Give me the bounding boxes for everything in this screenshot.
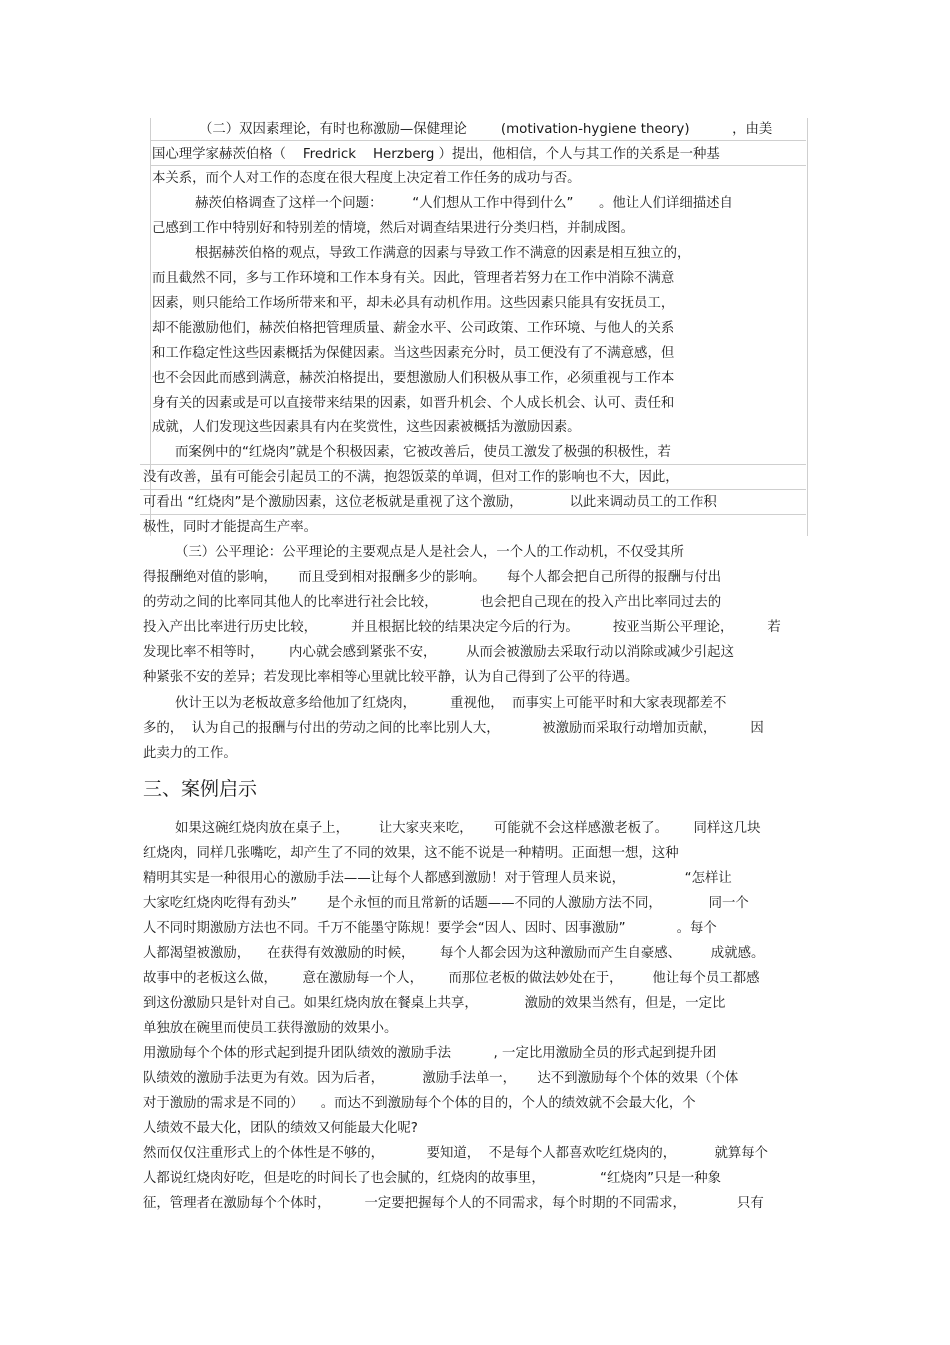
paragraph-line: 本关系，而个人对工作的态度在很大程度上决定着工作任务的成功与否。	[152, 171, 581, 186]
table-rule	[140, 514, 806, 515]
paragraph-line: 得报酬绝对值的影响， 而且受到相对报酬多少的影响。 每个人都会把自己所得的报酬与付出	[143, 570, 722, 585]
paragraph-line: 对于激励的需求是不同的） 。而达不到激励每个个体的目的，个人的绩效就不会最大化，个	[143, 1096, 696, 1111]
table-rule	[140, 464, 806, 465]
paragraph-line: 而且截然不同，多与工作环境和工作本身有关。因此，管理者若努力在工作中消除不满意	[152, 271, 675, 286]
paragraph-line: 国心理学家赫茨伯格（ Fredrick Herzberg ）提出，他相信，个人与其工作的关系是一种基	[152, 147, 720, 162]
table-rule	[150, 140, 806, 141]
paragraph-line: 此卖力的工作。	[143, 746, 237, 761]
paragraph-line: 而案例中的“红烧肉”就是个积极因素，它被改善后，使员工激发了极强的积极性，若	[175, 445, 671, 460]
paragraph-line: 用激励每个个体的形式起到提升团队绩效的激励手法 , 一定比用激励全员的形式起到提升团	[143, 1046, 717, 1061]
paragraph-line: 如果这碗红烧肉放在桌子上， 让大家夹来吃， 可能就不会这样感激老板了。 同样这几块	[175, 821, 761, 836]
paragraph-line: 因素，则只能给工作场所带来和平，却未必具有动机作用。这些因素只能具有安抚员工，	[152, 296, 675, 311]
paragraph-line: 赫茨伯格调查了这样一个问题： “人们想从工作中得到什么” 。他让人们详细描述自	[195, 196, 733, 211]
paragraph-line: 然而仅仅注重形式上的个体性是不够的， 要知道， 不是每个人都喜欢吃红烧肉的， 就算每个	[143, 1146, 769, 1161]
section-heading: 三、案例启示	[143, 778, 258, 800]
paragraph-line: 故事中的老板这么做， 意在激励每一个人， 而那位老板的做法妙处在于， 他让每个员工都感	[143, 971, 760, 986]
table-rule	[150, 165, 806, 166]
paragraph-line: 投入产出比率进行历史比较， 并且根据比较的结果决定今后的行为。 按亚当斯公平理论， 若	[143, 620, 781, 635]
paragraph-line: 红烧肉，同样几张嘴吃，却产生了不同的效果，这不能不说是一种精明。正面想一想，这种	[143, 846, 679, 861]
paragraph-line: 精明其实是一种很用心的激励手法——让每个人都感到激励！对于管理人员来说， “怎样让	[143, 871, 732, 886]
paragraph-line: 人不同时期激励方法也不同。千万不能墨守陈规！要学会“因人、因时、因事激励” 。每个	[143, 921, 717, 936]
paragraph-line: 的劳动之间的比率同其他人的比率进行社会比较， 也会把自己现在的投入产出比率同过去的	[143, 595, 722, 610]
paragraph-line: 人都说红烧肉好吃，但是吃的时间长了也会腻的，红烧肉的故事里， “红烧肉”只是一种象	[143, 1171, 722, 1186]
paragraph-line: 大家吃红烧肉吃得有劲头” 是个永恒的而且常新的话题——不同的人激励方法不同， 同一个	[143, 896, 749, 911]
paragraph-line: 根据赫茨伯格的观点，导致工作满意的因素与导致工作不满意的因素是相互独立的，	[195, 246, 691, 261]
paragraph-line: 可看出 “红烧肉”是个激励因素，这位老板就是重视了这个激励， 以此来调动员工的工作积	[143, 495, 717, 510]
paragraph-line: 极性，同时才能提高生产率。	[143, 520, 318, 535]
paragraph-line: 己感到工作中特别好和特别差的情境，然后对调查结果进行分类归档，并制成图。	[152, 221, 635, 236]
paragraph-line: 伙计王以为老板故意多给他加了红烧肉， 重视他， 而事实上可能平时和大家表现都差不	[175, 696, 727, 711]
paragraph-line: 种紧张不安的差异；若发现比率相等心里就比较平静，认为自己得到了公平的待遇。	[143, 670, 639, 685]
paragraph-line: 却不能激励他们，赫茨伯格把管理质量、薪金水平、公司政策、工作环境、与他人的关系	[152, 321, 675, 336]
paragraph-line: 也不会因此而感到满意，赫茨泊格提出，要想激励人们积极从事工作，必须重视与工作本	[152, 371, 675, 386]
paragraph-line: 单独放在碗里而使员工获得激励的效果小。	[143, 1021, 398, 1036]
paragraph-line: 征，管理者在激励每个个体时， 一定要把握每个人的不同需求，每个时期的不同需求， 只有	[143, 1196, 764, 1211]
paragraph-line: （二）双因素理论，有时也称激励—保健理论 (motivation-hygiene theory) ，由美	[199, 122, 773, 137]
paragraph-line: 发现比率不相等时， 内心就会感到紧张不安， 从而会被激励去采取行动以消除或减少引起这	[143, 645, 734, 660]
paragraph-line: 到这份激励只是针对自己。如果红烧肉放在餐桌上共享， 激励的效果当然有，但是，一定比	[143, 996, 726, 1011]
table-rule	[140, 489, 806, 490]
paragraph-line: 身有关的因素或是可以直接带来结果的因素，如晋升机会、个人成长机会、认可、责任和	[152, 396, 675, 411]
paragraph-line: 成就，人们发现这些因素具有内在奖赏性，这些因素被概括为激励因素。	[152, 420, 581, 435]
paragraph-line: 人绩效不最大化，团队的绩效又何能最大化呢?	[143, 1121, 418, 1136]
paragraph-line: 没有改善，虽有可能会引起员工的不满，抱怨饭菜的单调，但对工作的影响也不大，因此，	[143, 470, 679, 485]
paragraph-line: 队绩效的激励手法更为有效。因为后者， 激励手法单一， 达不到激励每个个体的效果（个体	[143, 1071, 739, 1086]
paragraph-line: 人都渴望被激励， 在获得有效激励的时候， 每个人都会因为这种激励而产生自豪感、 成就感。	[143, 946, 765, 961]
paragraph-line: （三）公平理论：公平理论的主要观点是人是社会人，一个人的工作动机，不仅受其所	[175, 545, 684, 560]
paragraph-line: 和工作稳定性这些因素概括为保健因素。当这些因素充分时，员工便没有了不满意感，但	[152, 346, 675, 361]
paragraph-line: 多的， 认为自己的报酬与付出的劳动之间的比率比别人大， 被激励而采取行动增加贡献， 因	[143, 721, 764, 736]
